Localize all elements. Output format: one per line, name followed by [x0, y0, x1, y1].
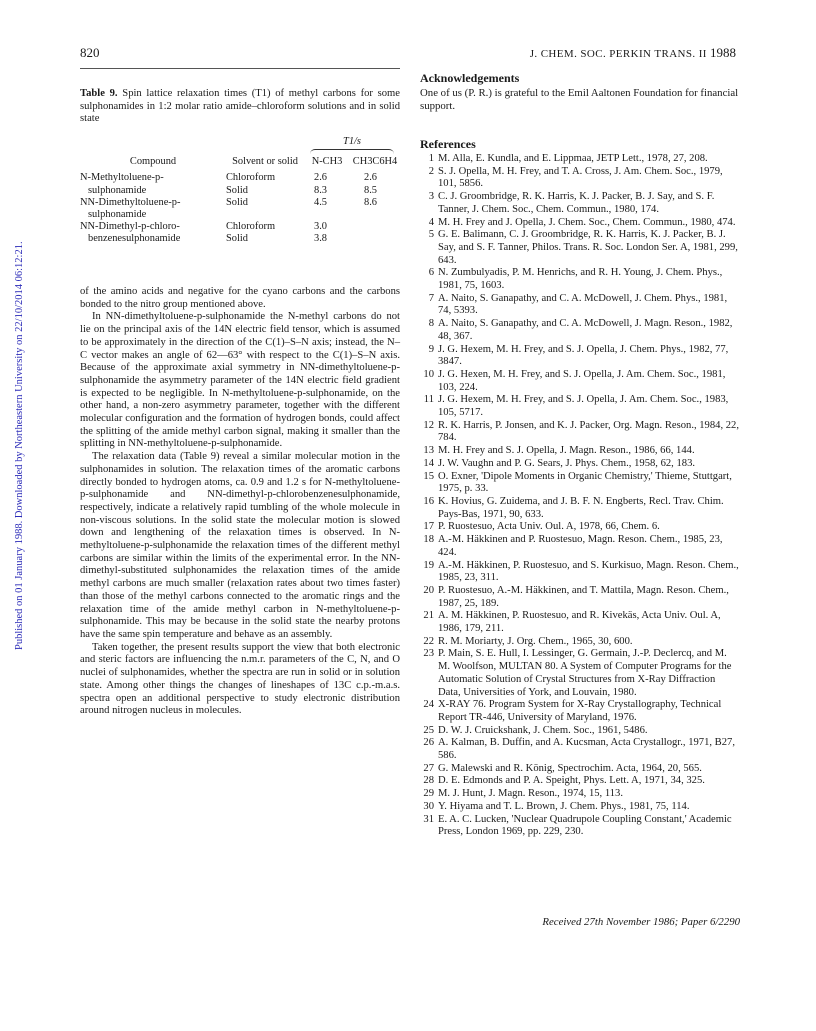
reference-item: [420, 610, 740, 635]
reference-item: [420, 267, 740, 292]
reference-item: [420, 496, 740, 521]
reference-number: 8: [428, 318, 434, 330]
col-solvent: Solvent or solid: [232, 156, 298, 168]
reference-number: 12: [423, 419, 434, 431]
reference-text: A. M. Häkkinen, P. Ruostesuo, and R. Kivekäs, Acta Univ. Oul. A, 1986, 179, 211.: [438, 610, 721, 635]
reference-text: J. W. Vaughn and P. G. Sears, J. Phys. Chem., 1958, 62, 183.: [438, 457, 696, 469]
reference-item: [420, 636, 740, 649]
reference-number: 3: [428, 191, 434, 203]
table-row: benzenesulphonamide Solid 3.8: [88, 233, 327, 245]
reference-text: K. Hovius, G. Zuidema, and J. B. F. N. Engberts, Recl. Trav. Chim. Pays-Bas, 1971, 90, 633.: [438, 495, 724, 520]
reference-item: [420, 369, 740, 394]
col-compound: Compound: [129, 156, 177, 168]
reference-number: 20: [423, 584, 434, 596]
reference-number: 28: [423, 775, 434, 787]
reference-item: [420, 318, 740, 343]
reference-number: 25: [423, 724, 434, 736]
reference-item: [420, 521, 740, 534]
col-nch3: N-CH3: [311, 156, 343, 168]
reference-text: A.-M. Häkkinen and P. Ruostesuo, Magn. Reson. Chem., 1985, 23, 424.: [438, 534, 723, 558]
reference-item: [420, 814, 740, 839]
reference-item: [420, 585, 740, 610]
reference-item: [420, 217, 740, 230]
reference-item: [420, 153, 740, 166]
reference-text: E. A. C. Lucken, 'Nuclear Quadrupole Coupling Constant,' Academic Press, London 1969, pp. 229, 230.: [438, 813, 732, 838]
reference-text: M. J. Hunt, J. Magn. Reson., 1974, 15, 113.: [438, 788, 624, 800]
reference-list: [420, 153, 740, 839]
reference-number: 1: [428, 153, 434, 164]
reference-item: [420, 763, 740, 776]
reference-number: 27: [423, 762, 434, 774]
reference-number: 24: [423, 699, 434, 711]
reference-text: O. Exner, 'Dipole Moments in Organic Chemistry,' Thieme, Stuttgart, 1975, p. 33.: [438, 470, 732, 495]
body-paragraph: Taken together, the present results support the view that both electronic and steric factors are influencing the n.m.r. parameters of the C, N, and O nuclei of sulphonamides, whether the spectra are run in solid or in solution state. Among other things the changes of lineshapes of 13C c.p.-m.a.s. spectra open an additional perspective to study electronic distribution around nitrogen nucleus in molecules.: [80, 641, 400, 717]
reference-item: [420, 344, 740, 369]
reference-item: [420, 445, 740, 458]
reference-text: D. E. Edmonds and P. A. Speight, Phys. Lett. A, 1971, 34, 325.: [438, 775, 705, 787]
reference-number: 22: [423, 635, 434, 647]
body-paragraph: of the amino acids and negative for the cyano carbons and the carbons bonded to the nitro group mentioned above.: [80, 286, 400, 310]
reference-item: [420, 648, 740, 699]
table-row: sulphonamide Solid 8.3 8.5: [88, 184, 377, 196]
reference-number: 2: [428, 165, 434, 177]
reference-number: 10: [423, 368, 434, 380]
reference-item: [420, 737, 740, 762]
reference-text: P. Ruostesuo, Acta Univ. Oul. A, 1978, 66, Chem. 6.: [438, 521, 660, 533]
references-heading: References: [420, 137, 476, 151]
reference-number: 7: [428, 292, 434, 304]
reference-number: 26: [423, 737, 434, 749]
reference-text: J. G. Hexem, M. H. Frey, and S. J. Opella, J. Am. Chem. Soc., 1983, 105, 5717.: [438, 394, 729, 419]
acknowledgements-text: One of us (P. R.) is grateful to the Emil Aaltonen Foundation for financial support.: [420, 87, 739, 112]
journal-header: [530, 45, 736, 61]
table-row: N-Methyltoluene-p- Chloroform 2.6 2.6: [80, 172, 377, 184]
reference-number: 29: [423, 788, 434, 800]
journal-name: J. CHEM. SOC. PERKIN TRANS. II: [529, 48, 707, 60]
page-number: 820: [80, 45, 100, 60]
col-ch3c6h4: CH3C6H4: [352, 156, 398, 168]
download-note[interactable]: Published on 01 January 1988. Downloaded by Northeastern University on 22/10/2014 06:12:21.: [14, 241, 25, 650]
reference-text: R. M. Moriarty, J. Org. Chem., 1965, 30, 600.: [438, 635, 633, 647]
reference-text: P. Ruostesuo, A.-M. Häkkinen, and T. Mattila, Magn. Reson. Chem., 1987, 25, 189.: [438, 584, 729, 609]
reference-item: [420, 191, 740, 216]
reference-item: [420, 458, 740, 471]
table-caption: [80, 88, 400, 126]
reference-text: M. Alla, E. Kundla, and E. Lippmaa, JETP Lett., 1978, 27, 208.: [438, 153, 708, 164]
t1-header: T1/s: [343, 136, 361, 147]
reference-item: [420, 471, 740, 496]
reference-text: M. H. Frey and J. Opella, J. Chem. Soc., Chem. Commun., 1980, 474.: [438, 216, 736, 228]
table-9: [80, 136, 400, 246]
reference-number: 11: [423, 394, 434, 406]
reference-number: 9: [428, 343, 434, 355]
table-label: Table 9.: [80, 88, 118, 99]
table-caption-text: Spin lattice relaxation times (T1) of methyl carbons for some sulphonamides in 1:2 molar ratio amide–chloroform solutions and in solid state: [80, 88, 400, 125]
reference-number: 6: [428, 267, 434, 279]
reference-item: [420, 788, 740, 801]
reference-text: X-RAY 76. Program System for X-Ray Crystallography, Technical Report TR-446, University of Maryland, 1976.: [438, 699, 722, 723]
received-line: Received 27th November 1986; Paper 6/2290: [542, 916, 740, 928]
table-row: NN-Dimethyltoluene-p- Solid 4.5 8.6: [80, 196, 377, 208]
reference-text: A. Naito, S. Ganapathy, and C. A. McDowell, J. Chem. Phys., 1981, 74, 5393.: [438, 292, 728, 317]
reference-item: [420, 229, 740, 267]
reference-item: [420, 699, 740, 724]
reference-number: 15: [423, 470, 434, 482]
reference-text: N. Zumbulyadis, P. M. Henrichs, and R. H. Young, J. Chem. Phys., 1981, 75, 1603.: [438, 267, 723, 292]
reference-text: J. G. Hexen, M. H. Frey, and S. J. Opella, J. Am. Chem. Soc., 1981, 103, 224.: [438, 368, 726, 393]
reference-number: 4: [428, 216, 434, 228]
reference-text: J. G. Hexem, M. H. Frey, and S. J. Opella, J. Chem. Phys., 1982, 77, 3847.: [438, 343, 729, 368]
reference-text: Y. Hiyama and T. L. Brown, J. Chem. Phys., 1981, 75, 114.: [438, 800, 690, 812]
reference-text: C. J. Groombridge, R. K. Harris, K. J. Packer, B. J. Say, and S. F. Tanner, J. Chem. Soc., Chem. Commun., 1980, 174.: [438, 191, 715, 215]
reference-number: 5: [428, 229, 434, 241]
reference-item: [420, 420, 740, 445]
reference-text: D. W. J. Cruickshank, J. Chem. Soc., 1961, 5486.: [438, 724, 648, 736]
body-text: [80, 286, 400, 718]
reference-number: 30: [423, 800, 434, 812]
reference-text: R. K. Harris, P. Jonsen, and K. J. Packer, Org. Magn. Reson., 1984, 22, 784.: [438, 419, 739, 444]
reference-text: P. Main, S. E. Hull, I. Lessinger, G. Germain, J.-P. Declercq, and M. M. Woolfson, MULTAN 80. A System of Computer Programs for the Automatic Solution of Crystal Structures from X-Ray Diffraction Data, Universities of York, and Louvain, 1980.: [438, 648, 732, 698]
reference-number: 14: [423, 457, 434, 469]
journal-year: 1988: [710, 45, 736, 60]
body-paragraph: The relaxation data (Table 9) reveal a similar molecular motion in the sulphonamides in solution. The relaxation times of the aromatic carbons directly bonded to hydrogen atoms, ca. 0.9 and 1.2 s for N-methyltoluene-p-sulphonamide and NN-dimethyl-p-chlorobenzenesulphonamide, respectively, indicate a relatively rapid tumbling of the whole molecule in non-viscous solutions. In the solid state the molecular motion is slowed down and lengthening of the relaxation times is observed. In N-methyltoluene-p-sulphonamide the relaxation times of the different methyl carbons are similar within the limits of the experimental error. In the NN-dimethyl-substituted sulphonamides the relaxation times of the amide methyl carbons are much smaller (relaxation rates about two times faster) than those of the methyl carbons connected to the aromatic rings and the relaxation time of the amide methyl carbon in N-methyltoluene-p-sulphonamide. This may be because in the solid state the nearby protons have the same spin temperature and behave as an assembly.: [80, 451, 400, 640]
reference-item: [420, 293, 740, 318]
reference-text: A.-M. Häkkinen, P. Ruostesuo, and S. Kurkisuo, Magn. Reson. Chem., 1985, 23, 311.: [438, 559, 739, 584]
reference-number: 31: [423, 813, 434, 825]
reference-number: 18: [423, 534, 434, 546]
table-row: sulphonamide: [88, 209, 147, 221]
reference-number: 13: [423, 445, 434, 457]
reference-item: [420, 394, 740, 419]
reference-text: M. H. Frey and S. J. Opella, J. Magn. Reson., 1986, 66, 144.: [438, 445, 695, 457]
reference-number: 19: [423, 559, 434, 571]
reference-number: 21: [423, 610, 434, 622]
header-rule: [80, 68, 400, 69]
acknowledgements-heading: Acknowledgements: [420, 71, 520, 85]
reference-text: G. Malewski and R. König, Spectrochim. Acta, 1964, 20, 565.: [438, 762, 702, 774]
reference-number: 17: [423, 521, 434, 533]
reference-text: S. J. Opella, M. H. Frey, and T. A. Cross, J. Am. Chem. Soc., 1979, 101, 5856.: [438, 165, 723, 190]
reference-item: [420, 801, 740, 814]
reference-text: G. E. Balimann, C. J. Groombridge, R. K. Harris, K. J. Packer, B. J. Say, and S. F. Tanner, Philos. Trans. R. Soc. London Ser. A, 1981, 299, 643.: [438, 229, 738, 266]
table-row: NN-Dimethyl-p-chloro- Chloroform 3.0: [80, 221, 327, 233]
reference-number: 16: [423, 495, 434, 507]
reference-item: [420, 166, 740, 191]
body-paragraph: In NN-dimethyltoluene-p-sulphonamide the N-methyl carbons do not lie on the principal axis of the 14N electric field tensor, which is assumed to be approximately in the direction of the C(1)–S–N axis; instead, the N–C vector makes an angle of 62—63° with respect to the C(1)–S–N axis. Because of the approximate axial symmetry in NN-dimethyltoluene-p-sulphonamide the asymmetry parameter of the 14N electric field gradient is expected to be negligible. In N-methyltoluene-p-sulphonamide, on the other hand, a non-zero asymmetry parameter, together with the different molecular configuration and the formation of hydrogen bonds, could affect the splitting of the amide methyl carbon signal, making it smaller than the splitting in NN-methyltoluene-p-sulphonamide.: [80, 311, 400, 450]
reference-item: [420, 775, 740, 788]
reference-text: A. Naito, S. Ganapathy, and C. A. McDowell, J. Magn. Reson., 1982, 48, 367.: [438, 318, 733, 342]
reference-item: [420, 534, 740, 559]
reference-item: [420, 560, 740, 585]
reference-number: 23: [423, 648, 434, 660]
reference-text: A. Kalman, B. Duffin, and A. Kucsman, Acta Crystallogr., 1971, B27, 586.: [438, 737, 735, 762]
reference-item: [420, 725, 740, 738]
